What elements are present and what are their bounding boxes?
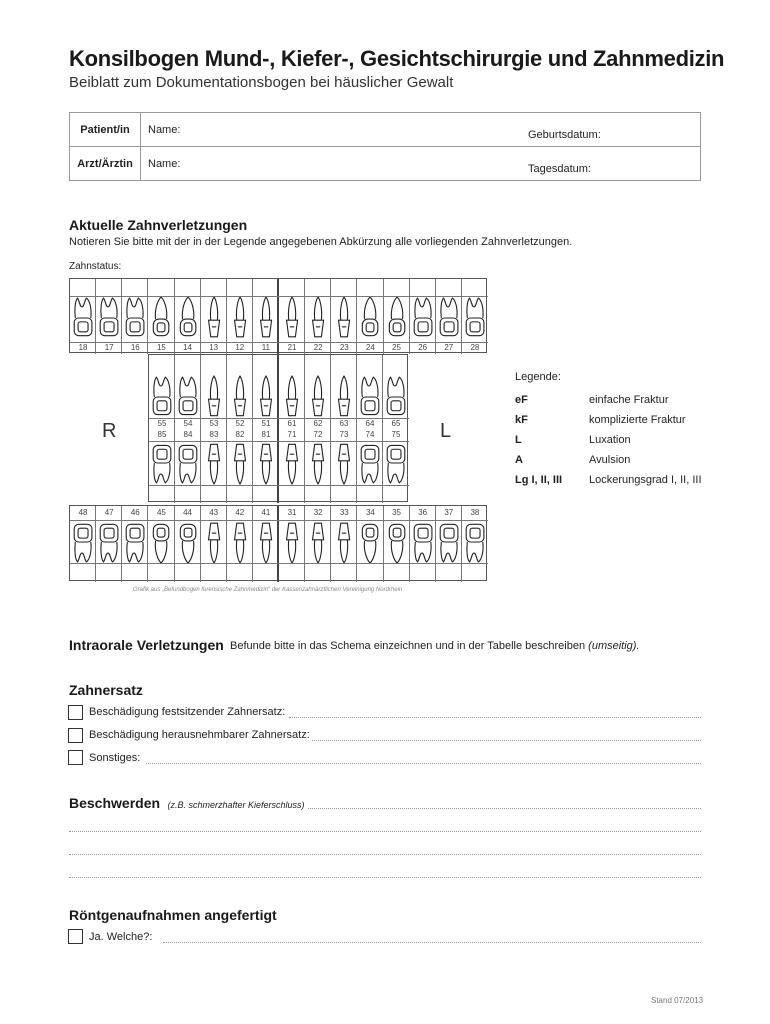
answer-line[interactable] bbox=[308, 808, 701, 809]
legend-key: kF bbox=[515, 414, 528, 426]
tooth-number: 41 bbox=[261, 508, 271, 517]
tooth-icon bbox=[255, 441, 277, 485]
tooth-number: 81 bbox=[261, 430, 271, 439]
tooth-icon bbox=[150, 519, 172, 565]
zahnersatz-item-2: Beschädigung herausnehmbarer Zahnersatz: bbox=[89, 729, 310, 741]
legend-key: L bbox=[515, 434, 522, 446]
tooth-number: 55 bbox=[157, 419, 167, 428]
tooth-icon bbox=[281, 375, 303, 419]
tooth-number: 48 bbox=[78, 508, 88, 517]
tooth-icon bbox=[385, 441, 407, 485]
tooth-number: 44 bbox=[183, 508, 193, 517]
tooth-icon bbox=[255, 295, 277, 341]
date-field[interactable]: Tagesdatum: bbox=[528, 163, 591, 175]
answer-line[interactable] bbox=[163, 942, 701, 943]
tooth-icon bbox=[438, 295, 460, 341]
doctor-label: Arzt/Ärztin bbox=[70, 147, 141, 181]
tooth-icon bbox=[412, 295, 434, 341]
legend-value: komplizierte Fraktur bbox=[589, 414, 686, 426]
tooth-icon bbox=[412, 519, 434, 565]
graphic-credit: Grafik aus „Befundbogen forensische Zahnmedizin“ der Kassenzahnärztlichen Vereinigung Nordrhein bbox=[133, 587, 403, 593]
grid-line bbox=[70, 342, 488, 343]
tooth-icon bbox=[281, 441, 303, 485]
legend-key: Lg I, II, III bbox=[515, 474, 563, 486]
left-side-label: L bbox=[440, 420, 452, 442]
tooth-icon bbox=[72, 519, 94, 565]
tooth-number: 26 bbox=[418, 343, 428, 352]
beschwerden-heading: Beschwerden bbox=[69, 795, 161, 811]
tooth-number: 13 bbox=[209, 343, 219, 352]
tooth-number: 32 bbox=[313, 508, 323, 517]
tooth-icon bbox=[203, 375, 225, 419]
tooth-icon bbox=[359, 295, 381, 341]
tooth-icon bbox=[229, 295, 251, 341]
tooth-icon bbox=[333, 375, 355, 419]
tooth-icon bbox=[333, 441, 355, 485]
tooth-number: 11 bbox=[261, 343, 271, 352]
tooth-number: 61 bbox=[287, 419, 297, 428]
checkbox-herausnehmbar[interactable] bbox=[68, 728, 83, 743]
tooth-number: 64 bbox=[365, 419, 375, 428]
zahnersatz-heading: Zahnersatz bbox=[69, 682, 143, 698]
tooth-icon bbox=[359, 441, 381, 485]
tooth-icon bbox=[124, 519, 146, 565]
tooth-icon bbox=[438, 519, 460, 565]
doctor-row bbox=[70, 147, 700, 181]
tooth-number: 24 bbox=[365, 343, 375, 352]
legend-value: Avulsion bbox=[589, 454, 631, 466]
tooth-icon bbox=[98, 295, 120, 341]
tooth-icon bbox=[333, 519, 355, 565]
intraoral-heading: Intraorale Verletzungen bbox=[69, 637, 224, 653]
tooth-number: 72 bbox=[313, 430, 323, 439]
roentgen-heading: Röntgenaufnahmen angefertigt bbox=[69, 907, 277, 923]
tooth-number: 65 bbox=[391, 419, 401, 428]
answer-line[interactable] bbox=[69, 877, 701, 878]
tooth-icon bbox=[177, 519, 199, 565]
tooth-icon bbox=[307, 441, 329, 485]
zahnersatz-item-1: Beschädigung festsitzender Zahnersatz: bbox=[89, 706, 286, 718]
tooth-icon bbox=[98, 519, 120, 565]
answer-line[interactable] bbox=[289, 717, 701, 718]
grid-line bbox=[149, 418, 409, 419]
roentgen-item: Ja. Welche?: bbox=[89, 931, 153, 943]
page-subtitle: Beiblatt zum Dokumentationsbogen bei häuslicher Gewalt bbox=[69, 74, 454, 91]
right-side-label: R bbox=[102, 420, 117, 442]
page-title: Konsilbogen Mund-, Kiefer-, Gesichtschirurgie und Zahnmedizin bbox=[69, 46, 725, 71]
tooth-icon bbox=[255, 375, 277, 419]
tooth-icon bbox=[359, 519, 381, 565]
tooth-number: 54 bbox=[183, 419, 193, 428]
intraoral-note: (umseitig). bbox=[588, 640, 640, 652]
tooth-number: 17 bbox=[104, 343, 114, 352]
zahnverletzungen-instruction: Notieren Sie bitte mit der in der Legende angegebenen Abkürzung alle vorliegenden Zahnverletzungen. bbox=[69, 236, 573, 248]
intraoral-text bbox=[230, 640, 640, 652]
answer-line[interactable] bbox=[69, 831, 701, 832]
grid-line bbox=[70, 296, 488, 297]
tooth-icon bbox=[386, 295, 408, 341]
zahnersatz-item-3: Sonstiges: bbox=[89, 752, 141, 764]
tooth-number: 52 bbox=[235, 419, 245, 428]
tooth-number: 38 bbox=[470, 508, 480, 517]
patient-table bbox=[69, 112, 701, 181]
tooth-number: 23 bbox=[339, 343, 349, 352]
beschwerden-note: (z.B. schmerzhafter Kieferschluss) bbox=[167, 800, 305, 810]
tooth-number: 62 bbox=[313, 419, 323, 428]
tooth-icon bbox=[385, 375, 407, 419]
tooth-icon bbox=[229, 519, 251, 565]
tooth-number: 36 bbox=[418, 508, 428, 517]
tooth-icon bbox=[307, 519, 329, 565]
legend-key: eF bbox=[515, 394, 528, 406]
tooth-number: 83 bbox=[209, 430, 219, 439]
tooth-number: 51 bbox=[261, 419, 271, 428]
tooth-icon bbox=[307, 295, 329, 341]
tooth-number: 47 bbox=[104, 508, 114, 517]
tooth-icon bbox=[255, 519, 277, 565]
checkbox-sonstiges[interactable] bbox=[68, 750, 83, 765]
tooth-number: 63 bbox=[339, 419, 349, 428]
legend-key: A bbox=[515, 454, 523, 466]
zahnstatus-label: Zahnstatus: bbox=[69, 261, 122, 272]
legend-title: Legende: bbox=[515, 371, 561, 383]
tooth-number: 37 bbox=[444, 508, 454, 517]
tooth-number: 15 bbox=[156, 343, 166, 352]
tooth-number: 35 bbox=[392, 508, 402, 517]
doctor-name-field[interactable]: Name: bbox=[148, 158, 181, 170]
legend-value: Luxation bbox=[589, 434, 631, 446]
tooth-icon bbox=[464, 295, 486, 341]
tooth-icon bbox=[203, 295, 225, 341]
grid-line bbox=[70, 520, 488, 521]
tooth-icon bbox=[307, 375, 329, 419]
tooth-icon bbox=[281, 295, 303, 341]
tooth-icon bbox=[203, 441, 225, 485]
tooth-icon bbox=[386, 519, 408, 565]
tooth-icon bbox=[229, 375, 251, 419]
tooth-icon bbox=[464, 519, 486, 565]
tooth-icon bbox=[124, 295, 146, 341]
checkbox-roentgen[interactable] bbox=[68, 929, 83, 944]
tooth-number: 75 bbox=[391, 430, 401, 439]
upper-teeth-chart bbox=[69, 278, 487, 353]
tooth-icon bbox=[72, 295, 94, 341]
tooth-icon bbox=[177, 441, 199, 485]
tooth-number: 73 bbox=[339, 430, 349, 439]
tooth-number: 14 bbox=[183, 343, 193, 352]
tooth-number: 12 bbox=[235, 343, 245, 352]
tooth-number: 71 bbox=[287, 430, 297, 439]
tooth-icon bbox=[359, 375, 381, 419]
deciduous-teeth-chart bbox=[148, 354, 408, 502]
tooth-number: 85 bbox=[157, 430, 167, 439]
tooth-number: 16 bbox=[130, 343, 140, 352]
tooth-number: 18 bbox=[78, 343, 88, 352]
tooth-number: 22 bbox=[313, 343, 323, 352]
tooth-number: 34 bbox=[365, 508, 375, 517]
tooth-number: 31 bbox=[287, 508, 297, 517]
tooth-icon bbox=[177, 375, 199, 419]
grid-line bbox=[149, 441, 409, 442]
patient-row bbox=[70, 113, 700, 147]
tooth-number: 46 bbox=[130, 508, 140, 517]
tooth-number: 45 bbox=[156, 508, 166, 517]
answer-line[interactable] bbox=[312, 740, 701, 741]
tooth-icon bbox=[281, 519, 303, 565]
intraoral-text-main: Befunde bitte in das Schema einzeichnen und in der Tabelle beschreiben bbox=[230, 640, 586, 652]
stand-label: Stand 07/2013 bbox=[651, 996, 704, 1005]
tooth-icon bbox=[333, 295, 355, 341]
tooth-number: 82 bbox=[235, 430, 245, 439]
tooth-number: 28 bbox=[470, 343, 480, 352]
beschwerden-row bbox=[69, 795, 305, 813]
legend-value: Lockerungsgrad I, II, III bbox=[589, 474, 702, 486]
tooth-number: 53 bbox=[209, 419, 219, 428]
grid-line bbox=[70, 563, 488, 564]
tooth-icon bbox=[203, 519, 225, 565]
tooth-icon bbox=[151, 441, 173, 485]
tooth-number: 25 bbox=[392, 343, 402, 352]
tooth-icon bbox=[229, 441, 251, 485]
tooth-number: 27 bbox=[444, 343, 454, 352]
birthdate-field[interactable]: Geburtsdatum: bbox=[528, 129, 601, 141]
tooth-number: 74 bbox=[365, 430, 375, 439]
tooth-icon bbox=[151, 375, 173, 419]
tooth-number: 84 bbox=[183, 430, 193, 439]
checkbox-festsitzend[interactable] bbox=[68, 705, 83, 720]
tooth-number: 42 bbox=[235, 508, 245, 517]
zahnverletzungen-heading: Aktuelle Zahnverletzungen bbox=[69, 217, 248, 233]
tooth-number: 43 bbox=[209, 508, 219, 517]
tooth-number: 21 bbox=[287, 343, 297, 352]
tooth-icon bbox=[150, 295, 172, 341]
lower-teeth-chart bbox=[69, 505, 487, 581]
patient-name-field[interactable]: Name: bbox=[148, 124, 181, 136]
answer-line[interactable] bbox=[69, 854, 701, 855]
patient-label: Patient/in bbox=[70, 113, 141, 146]
legend-value: einfache Fraktur bbox=[589, 394, 669, 406]
tooth-icon bbox=[177, 295, 199, 341]
grid-line bbox=[149, 485, 409, 486]
tooth-number: 33 bbox=[339, 508, 349, 517]
answer-line[interactable] bbox=[146, 763, 701, 764]
